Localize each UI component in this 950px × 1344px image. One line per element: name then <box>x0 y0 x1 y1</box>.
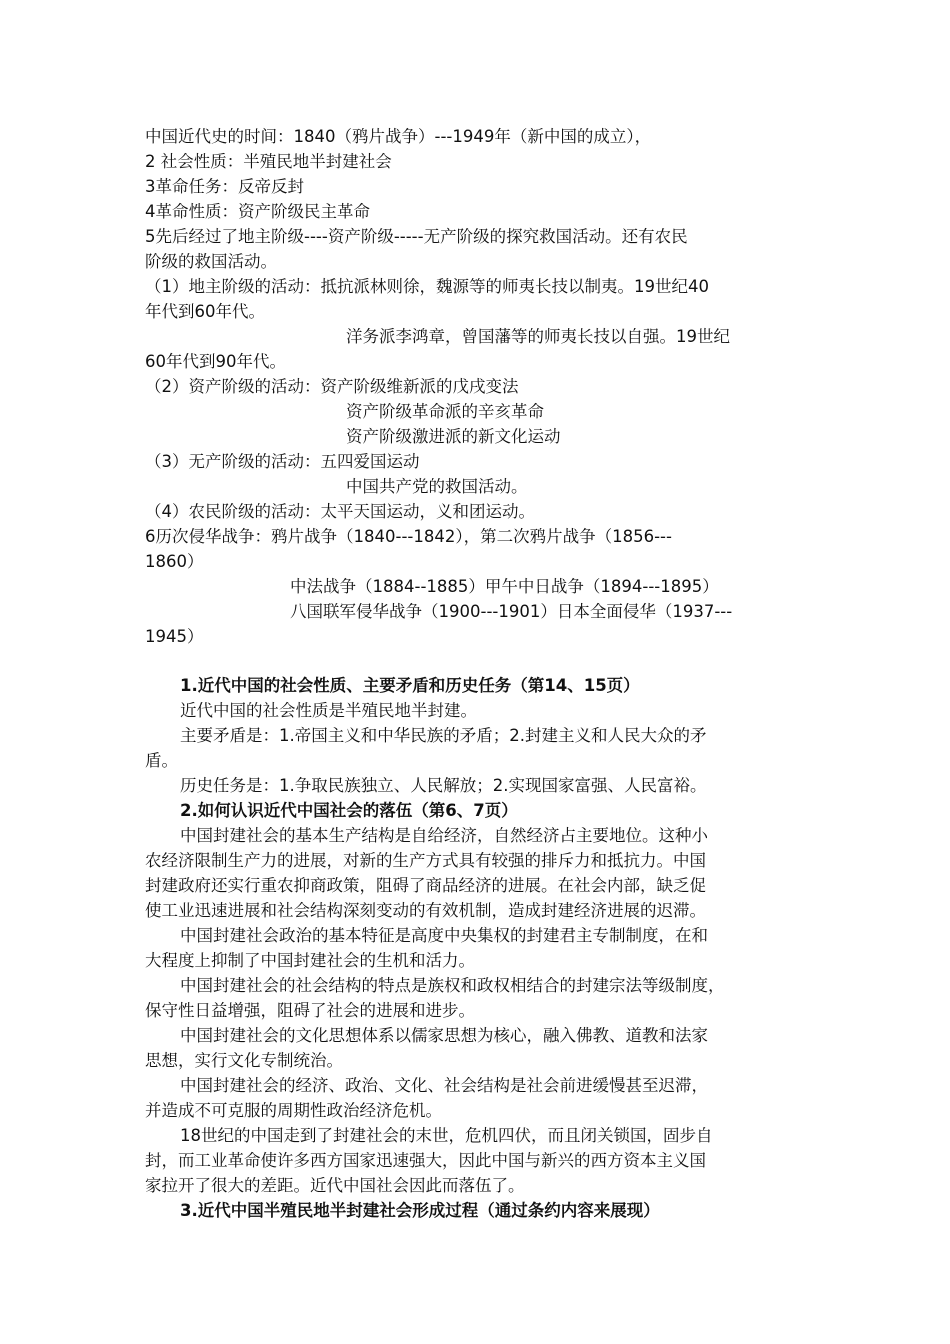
section-2-para-1: 中国封建社会的基本生产结构是自给经济，自然经济占主要地位。这种小 <box>180 826 708 845</box>
wars-line-eight-nation: 八国联军侵华战争（1900---1901）日本全面侵华（1937--- <box>290 602 733 621</box>
landlord-activity-cont: 年代到60年代。 <box>145 302 265 321</box>
section-2-para-2-line-2: 大程度上抑制了中国封建社会的生机和活力。 <box>145 951 475 970</box>
section-2-heading: 2.如何认识近代中国社会的落伍（第6、7页） <box>180 801 518 820</box>
section-1-heading: 1.近代中国的社会性质、主要矛盾和历史任务（第14、15页） <box>180 676 640 695</box>
section-2-para-2: 中国封建社会政治的基本特征是高度中央集权的封建君主专制制度，在和 <box>180 926 708 945</box>
bourgeois-activity: （2）资产阶级的活动：资产阶级维新派的戊戌变法 <box>145 377 519 396</box>
outline-line-classes-cont: 阶级的救国活动。 <box>145 252 277 271</box>
section-1-nature: 近代中国的社会性质是半殖民地半封建。 <box>180 701 477 720</box>
section-3-heading: 3.近代中国半殖民地半封建社会形成过程（通过条约内容来展现） <box>180 1201 660 1220</box>
section-2-para-5: 中国封建社会的经济、政治、文化、社会结构是社会前进缓慢甚至迟滞， <box>180 1076 708 1095</box>
wars-line-end: 1945） <box>145 627 204 646</box>
westernization-activity: 洋务派李鸿章，曾国藩等的师夷长技以自强。19世纪 <box>346 327 730 346</box>
outline-line-period: 中国近代史的时间：1840（鸦片战争）---1949年（新中国的成立）， <box>145 127 652 146</box>
section-1-contradictions-cont: 盾。 <box>145 751 178 770</box>
landlord-activity: （1）地主阶级的活动：抵抗派林则徐，魏源等的师夷长技以制夷。19世纪40 <box>145 277 709 296</box>
section-1-contradictions: 主要矛盾是：1.帝国主义和中华民族的矛盾；2.封建主义和人民大众的矛 <box>180 726 707 745</box>
peasant-activity: （4）农民阶级的活动：太平天国运动，义和团运动。 <box>145 502 535 521</box>
section-2-para-4-line-2: 思想，实行文化专制统治。 <box>145 1051 343 1070</box>
bourgeois-activity-revolution: 资产阶级革命派的辛亥革命 <box>346 402 544 421</box>
proletariat-activity-cpc: 中国共产党的救国活动。 <box>346 477 528 496</box>
section-2-para-5-line-2: 并造成不可克服的周期性政治经济危机。 <box>145 1101 442 1120</box>
section-1-tasks: 历史任务是：1.争取民族独立、人民解放；2.实现国家富强、人民富裕。 <box>180 776 707 795</box>
section-2-para-6-line-2: 封，而工业革命使许多西方国家迅速强大，因此中国与新兴的西方资本主义国 <box>145 1151 706 1170</box>
section-2-para-1-line-3: 封建政府还实行重农抑商政策，阻碍了商品经济的进展。在社会内部，缺乏促 <box>145 876 706 895</box>
bourgeois-activity-culture: 资产阶级激进派的新文化运动 <box>346 427 561 446</box>
outline-line-task: 3革命任务：反帝反封 <box>145 177 304 196</box>
outline-line-classes: 5先后经过了地主阶级----资产阶级-----无产阶级的探究救国活动。还有农民 <box>145 227 688 246</box>
section-2-para-3-line-2: 保守性日益增强，阻碍了社会的进展和进步。 <box>145 1001 475 1020</box>
wars-line-sino-french: 中法战争（1884--1885）甲午中日战争（1894---1895） <box>290 577 719 596</box>
wars-line: 6历次侵华战争：鸦片战争（1840---1842），第二次鸦片战争（1856--- <box>145 527 672 546</box>
westernization-activity-cont: 60年代到90年代。 <box>145 352 286 371</box>
section-2-para-4: 中国封建社会的文化思想体系以儒家思想为核心，融入佛教、道教和法家 <box>180 1026 708 1045</box>
outline-line-nature: 2 社会性质：半殖民地半封建社会 <box>145 152 392 171</box>
outline-line-revolution: 4革命性质：资产阶级民主革命 <box>145 202 370 221</box>
section-2-para-1-line-4: 使工业迅速进展和社会结构深刻变动的有效机制，造成封建经济进展的迟滞。 <box>145 901 706 920</box>
section-2-para-6-line-3: 家拉开了很大的差距。近代中国社会因此而落伍了。 <box>145 1176 525 1195</box>
section-2-para-6: 18世纪的中国走到了封建社会的末世，危机四伏，而且闭关锁国，固步自 <box>180 1126 713 1145</box>
section-2-para-3: 中国封建社会的社会结构的特点是族权和政权相结合的封建宗法等级制度， <box>180 976 725 995</box>
section-2-para-1-line-2: 农经济限制生产力的进展，对新的生产方式具有较强的排斥力和抵抗力。中国 <box>145 851 706 870</box>
proletariat-activity: （3）无产阶级的活动：五四爱国运动 <box>145 452 420 471</box>
wars-line-cont: 1860） <box>145 552 204 571</box>
